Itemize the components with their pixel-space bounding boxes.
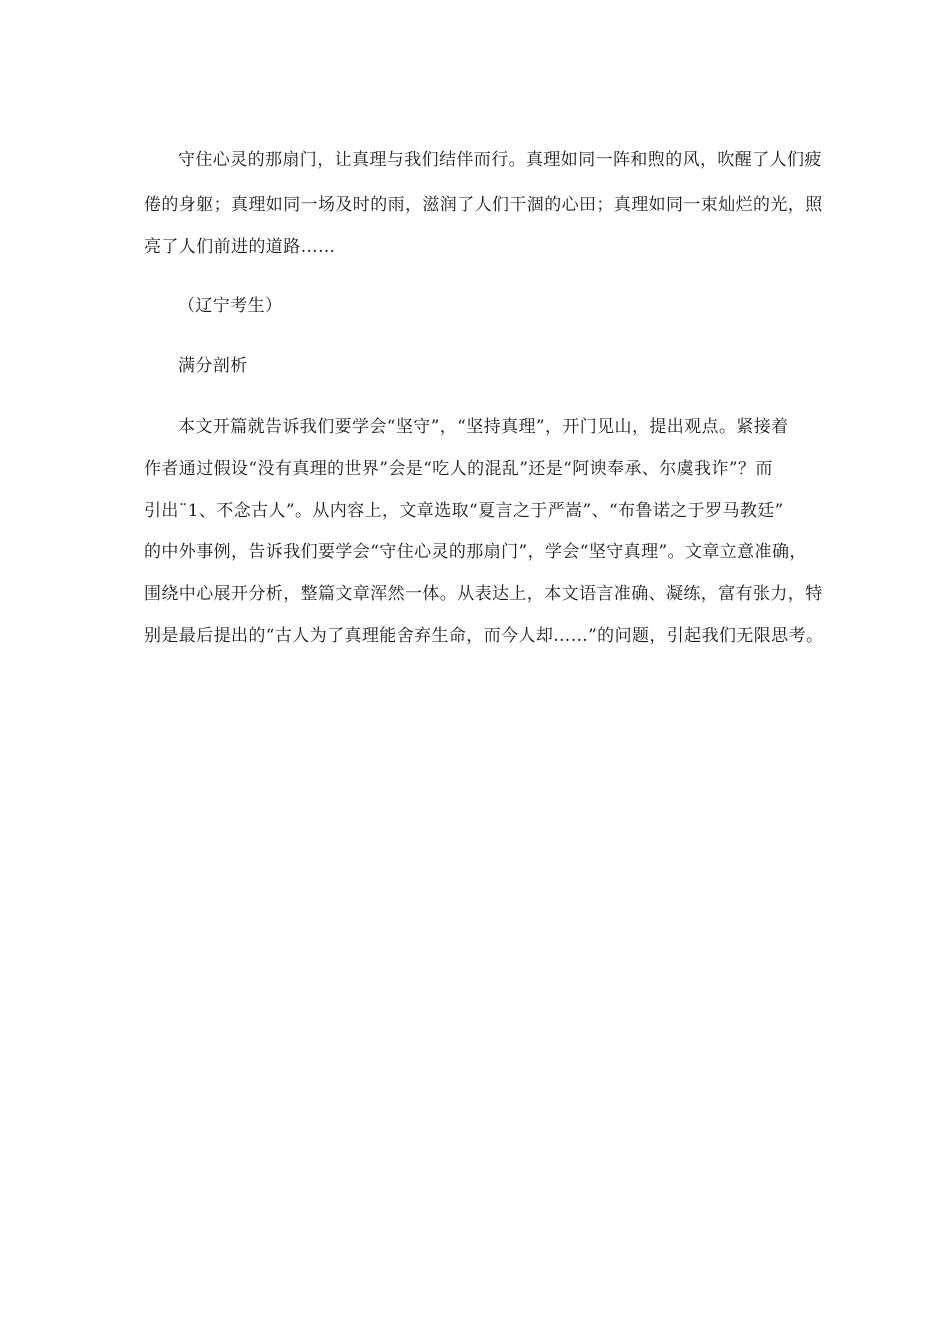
attribution: （辽宁考生） (178, 296, 283, 316)
analysis-line-5: 围绕中心展开分析，整篇文章浑然一体。从表达上，本文语言准确、凝练，富有张力，特 (144, 584, 823, 604)
essay-line-1: 守住心灵的那扇门，让真理与我们结伴而行。真理如同一阵和煦的风，吹醒了人们疲 (178, 150, 822, 170)
analysis-line-4: 的中外事例，告诉我们要学会“守住心灵的那扇门”，学会“坚守真理”。文章立意准确， (144, 542, 807, 562)
analysis-line-3: 引出¨1、不念古人”。从内容上，文章选取“夏言之于严嵩”、“布鲁诺之于罗马教廷” (144, 501, 784, 521)
essay-line-3: 亮了人们前进的道路…… (144, 237, 336, 257)
analysis-line-2: 作者通过假设“没有真理的世界”会是“吃人的混乱”还是“阿谀奉承、尔虞我诈”？而 (144, 459, 773, 479)
section-heading: 满分剖析 (178, 356, 248, 376)
essay-line-2: 倦的身躯；真理如同一场及时的雨，滋润了人们干涸的心田；真理如同一束灿烂的光，照 (144, 195, 823, 215)
analysis-line-6: 别是最后提出的“古人为了真理能舍弃生命，而今人却……”的问题，引起我们无限思考。 (144, 626, 824, 646)
analysis-line-1: 本文开篇就告诉我们要学会“坚守”，“坚持真理”，开门见山，提出观点。紧接着 (178, 417, 789, 437)
